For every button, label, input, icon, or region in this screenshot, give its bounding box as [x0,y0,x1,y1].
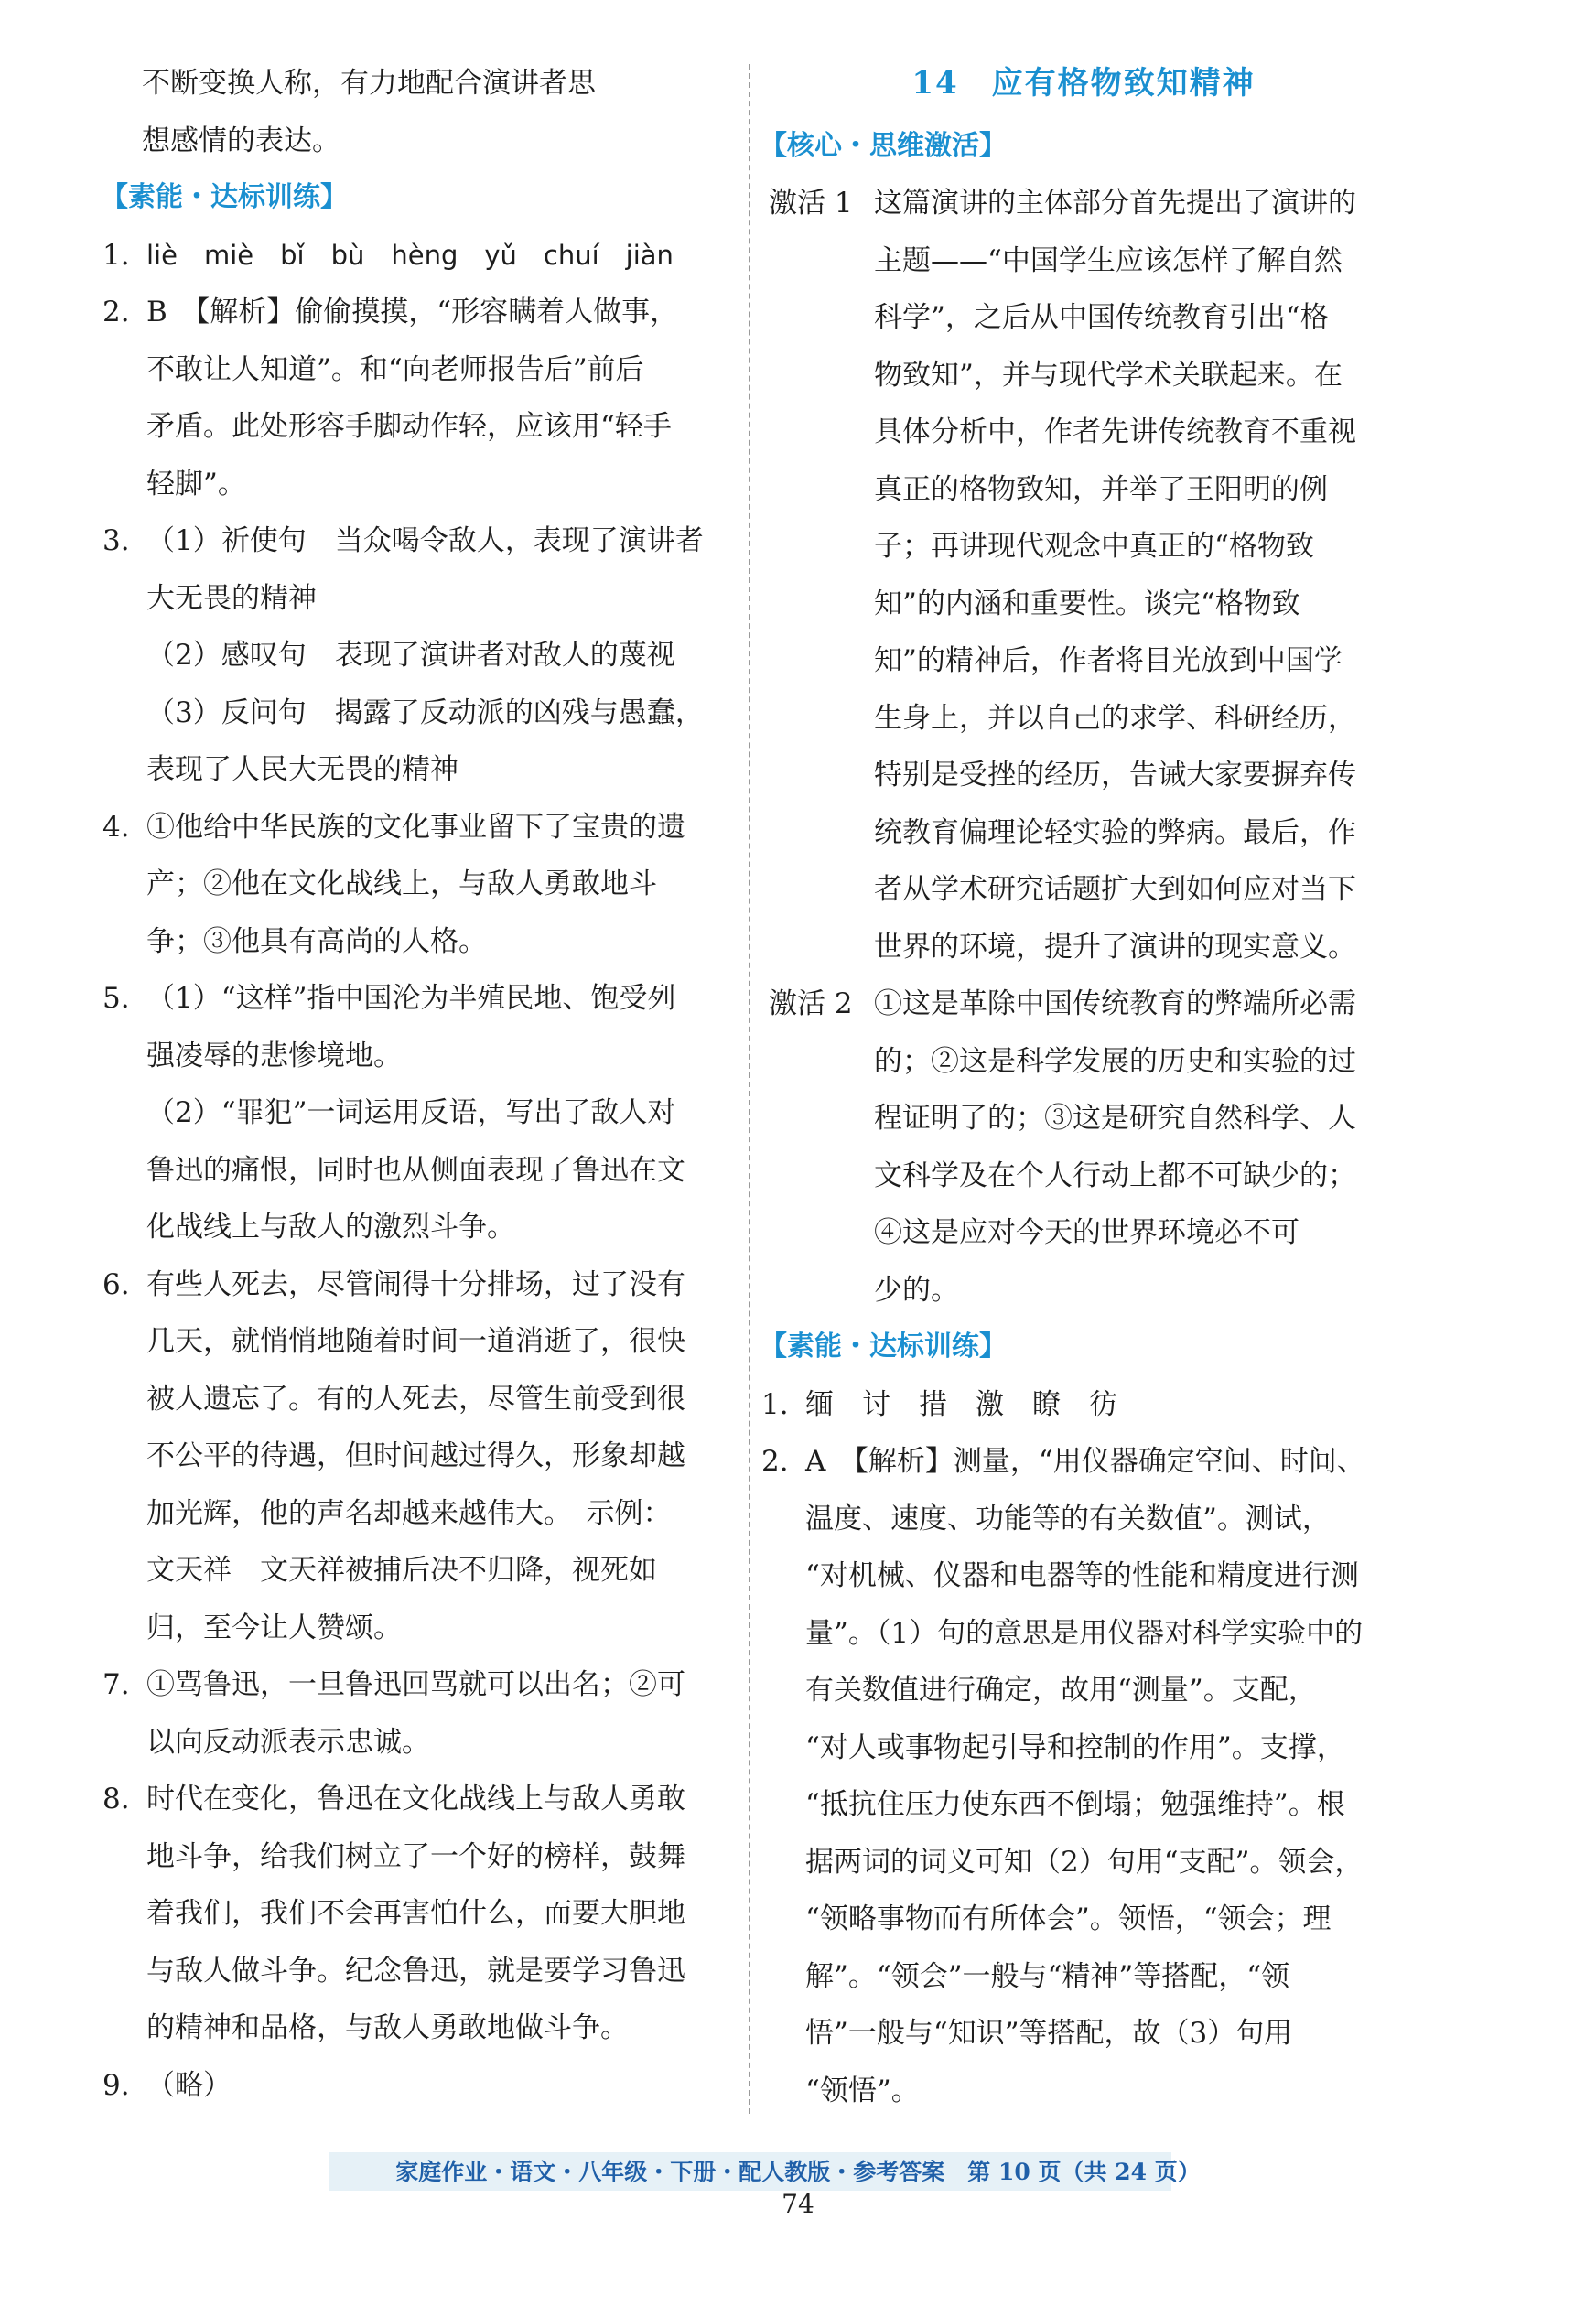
activation-line: 统教育偏理论轻实验的弊病。最后，作 [874,815,1356,849]
item-line: “领略事物而有所体会”。领悟，“领会；理 [805,1902,1332,1935]
activation-line: 科学”，之后从中国传统教育引出“格 [874,301,1329,334]
activation-line: 真正的格物致知，并举了王阳明的例 [874,472,1328,506]
item-subline: （3）反问句 揭露了反动派的凶残与愚蠢， [146,695,704,729]
item-number: 7. [102,1668,130,1701]
activation-line: 具体分析中，作者先讲传统教育不重视 [874,415,1356,448]
item-line: 着我们，我们不会再害怕什么，而要大胆地 [146,1897,685,1930]
section-heading-left: 【素能・达标训练】 [101,181,348,213]
item-line: 产；②他在文化战线上，与敌人勇敢地斗 [146,867,657,900]
item-line: 有些人死去，尽管闹得十分排场，过了没有 [146,1267,685,1301]
answer-item [101,512,732,627]
answer-item [101,970,732,1084]
item-number: 8. [102,1783,130,1816]
item-line: 以向反动派表示忠诚。 [146,1725,430,1759]
item-subline: 表现了人民大无畏的精神 [146,753,458,786]
answer-item [101,799,732,971]
item-line: 量”。（1）句的意思是用仪器对科学实验中的 [805,1616,1364,1650]
item-subline: （2）“罪犯”一词运用反语，写出了敌人对 [146,1096,676,1129]
activation-line: 的；②这是科学发展的历史和实验的过 [874,1044,1356,1078]
item-line: “抵抗住压力使东西不倒塌；勉强维持”。根 [805,1788,1345,1821]
item-line: 悟”一般与“知识”等搭配，故（3）句用 [805,2017,1293,2050]
item-number: 2. [761,1445,789,1478]
item-number: 5. [102,982,130,1015]
item-line: 几天，就悄悄地随着时间一道消逝了，很快 [146,1325,685,1358]
answer-list-left [101,227,732,2115]
item-subline: 化战线上与敌人的激烈斗争。 [146,1211,515,1244]
item-line: liè miè bǐ bù hèng yǔ chuí jiàn [146,239,674,271]
item-line: 解”。“领会”一般与“精神”等搭配，“领 [805,1959,1290,1993]
activation-item [760,975,1407,1319]
activation-label: 激活 2 [769,987,853,1020]
answer-item [101,2057,732,2115]
item-number: 4. [102,810,130,844]
item-line: 与敌人做斗争。纪念鲁迅，就是要学习鲁迅 [146,1954,685,1988]
item-line: （1）祈使句 当众喝令敌人，表现了演讲者 [146,524,704,557]
activation-line: 主题——“中国学生应该怎样了解自然 [874,243,1343,277]
item-number: 1. [761,1387,789,1421]
item-line: “领悟”。 [805,2074,920,2107]
activation-line: 者从学术研究话题扩大到如何应对当下 [874,873,1356,906]
item-line: “对人或事物起引导和控制的作用”。支撑， [805,1730,1345,1764]
item-line: 大无畏的精神 [146,581,317,615]
section-heading-right: 【素能・达标训练】 [760,1331,1007,1363]
item-line: 被人遗忘了。有的人死去，尽管生前受到很 [146,1382,685,1416]
item-line: ①他给中华民族的文化事业留下了宝贵的遗 [146,810,685,844]
page-footer: 家庭作业・语文・八年级・下册・配人教版・参考答案 第 10 页（共 24 页） [395,2159,1201,2185]
item-line: 争；③他具有高尚的人格。 [146,924,487,958]
item-line: 加光辉，他的声名却越来越伟大。 示例： [146,1496,672,1530]
answer-item [101,284,732,512]
answer-item [101,1256,732,1657]
item-line: 时代在变化，鲁迅在文化战线上与敌人勇敢 [146,1783,685,1816]
activation-line: ①这是革除中国传统教育的弊端所必需 [874,987,1356,1020]
item-line: 缅 讨 措 激 瞭 彷 [805,1387,1117,1421]
item-line: 据两词的词义可知（2）句用“支配”。领会， [805,1845,1364,1879]
item-subline: （2）感叹句 表现了演讲者对敌人的蔑视 [146,639,675,672]
item-line: 不敢让人知道”。和“向老师报告后”前后 [146,352,644,386]
activation-line: 生身上，并以自己的求学、科研经历， [874,701,1356,735]
item-line: 的精神和品格，与敌人勇敢地做斗争。 [146,2011,629,2044]
activation-line: 子；再讲现代观念中真正的“格物致 [874,530,1314,563]
page-number: 74 [782,2189,814,2219]
item-line: ①骂鲁迅，一旦鲁迅回骂就可以出名；②可 [146,1668,685,1701]
item-number: 6. [102,1267,130,1301]
chapter-title: 14 应有格物致知精神 [911,65,1256,102]
activation-line: 世界的环境，提升了演讲的现实意义。 [874,930,1356,964]
item-line: 有关数值进行确定，故用“测量”。支配， [805,1674,1317,1707]
activation-line: 文科学及在个人行动上都不可缺少的； [874,1158,1356,1192]
item-line: （1）“这样”指中国沦为半殖民地、饱受列 [146,982,676,1015]
answer-item [760,1376,1407,1434]
activation-list [760,175,1407,1319]
answer-item [101,1656,732,1771]
activation-line: 程证明了的；③这是研究自然科学、人 [874,1102,1356,1135]
activation-line: 这篇演讲的主体部分首先提出了演讲的 [874,187,1356,220]
item-line: （略） [146,2068,232,2102]
activation-item [760,175,1407,975]
item-line: 强凌辱的悲惨境地。 [146,1039,402,1072]
item-line: 轻脚”。 [146,467,246,501]
activation-line: 少的。 [874,1273,959,1307]
item-number: 1. [102,238,130,272]
right-column [760,55,1407,2119]
activation-line: 知”的精神后，作者将目光放到中国学 [874,644,1343,677]
item-line: “对机械、仪器和电器等的性能和精度进行测 [805,1559,1359,1592]
item-line: 文天祥 文天祥被捕后决不归降，视死如 [146,1554,657,1587]
answer-item [760,1433,1407,2119]
answer-item [101,1771,732,2057]
activation-label: 激活 1 [769,187,853,220]
activation-line: ④这是应对今天的世界环境必不可 [874,1216,1299,1249]
column-divider [749,64,750,2114]
item-line: A 【解析】测量，“用仪器确定空间、时间、 [805,1445,1365,1478]
item-line: 矛盾。此处形容手脚动作轻，应该用“轻手 [146,410,672,443]
answer-item [101,227,732,285]
answer-list-right [760,1376,1407,2120]
item-line: 温度、速度、功能等的有关数值”。测试， [805,1502,1331,1536]
intro-continuation [101,55,732,169]
item-subline: 鲁迅的痛恨，同时也从侧面表现了鲁迅在文 [146,1153,685,1187]
item-line: 归，至今让人赞颂。 [146,1611,402,1644]
item-line: 不公平的待遇，但时间越过得久，形象却越 [146,1439,685,1472]
intro-line: 不断变换人称，有力地配合演讲者思 [142,67,596,100]
intro-line: 想感情的表达。 [142,124,340,157]
item-number: 9. [102,2068,130,2102]
item-number: 2. [102,296,130,329]
item-line: B 【解析】偷偷摸摸，“形容瞒着人做事， [146,296,679,329]
section-heading-core: 【核心・思维激活】 [760,129,1007,162]
left-column [101,55,732,2114]
activation-line: 特别是受挫的经历，告诫大家要摒弃传 [874,759,1356,792]
item-line: 地斗争，给我们树立了一个好的榜样，鼓舞 [146,1839,685,1873]
item-number: 3. [102,524,130,557]
activation-line: 知”的内涵和重要性。谈完“格物致 [874,587,1300,620]
activation-line: 物致知”，并与现代学术关联起来。在 [874,358,1343,392]
